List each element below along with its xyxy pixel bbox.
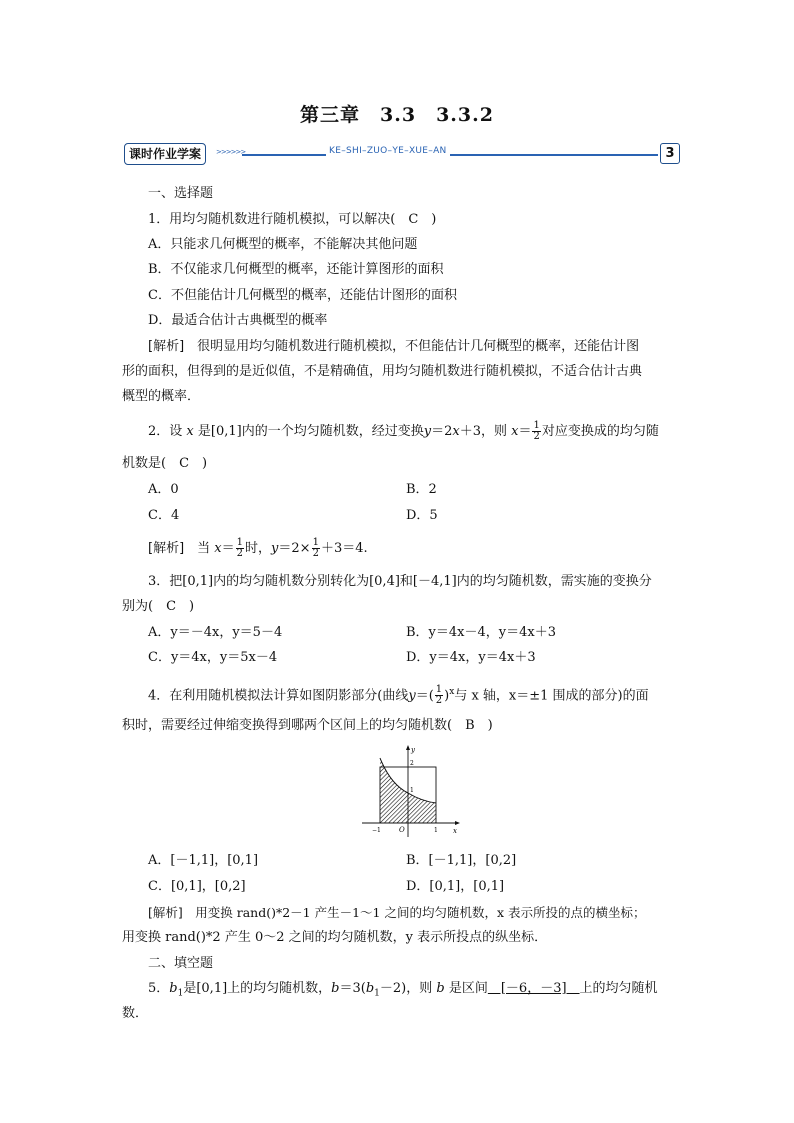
explanation-tag: [解析] (148, 905, 183, 920)
q1-exp-line2: 形的面积，但得到的是近似值，不是精确值，用均匀随机数进行随机模拟，不适合估计古典 (122, 364, 643, 379)
q5-var-b2: b (436, 981, 445, 996)
q5-p2: 是[0,1]上的均匀随机数， (183, 981, 332, 996)
frac-den: 2 (312, 548, 319, 559)
q2-p3: ＝2 (431, 424, 453, 439)
tick-1-x: 1 (434, 827, 438, 834)
q5-p6: 上的均匀随机 (579, 981, 658, 996)
q5-p5: 是区间 (444, 981, 488, 996)
q4-option-c: C．[0,1]，[0,2] (148, 879, 246, 894)
q2-explanation (148, 537, 368, 561)
q4-stem (148, 680, 649, 708)
banner-line (242, 154, 658, 156)
section-heading-choice: 一、选择题 (148, 186, 214, 201)
q2-fraction (532, 421, 540, 442)
q2-option-d: D．5 (406, 508, 438, 523)
q3-stem: 3．把[0,1]内的均匀随机数分别转化为[0,4]和[－4,1]内的均匀随机数，需实施的变换分 (148, 574, 652, 589)
q4-sup: x (449, 687, 455, 697)
origin-label: O (399, 826, 405, 834)
q1-option-a: A．只能求几何概型的概率，不能解决其他问题 (148, 237, 418, 252)
q4-option-d: D．[0,1]，[0,1] (406, 879, 505, 894)
q2-p4: ＋3，则 (459, 424, 512, 439)
section-banner (124, 143, 680, 165)
y-arrow (406, 745, 410, 750)
q2-p2: 是[0,1]内的一个均匀随机数，经过变换 (193, 424, 424, 439)
q3-option-d: D．y＝4x，y＝4x＋3 (406, 650, 536, 665)
q2-p1: 2．设 (148, 424, 187, 439)
q4-explanation (148, 904, 646, 922)
q4-p2: ＝( (415, 688, 434, 704)
q2-e4: ＝2× (278, 541, 311, 556)
q2-stem-line2: 机数是( C ) (122, 456, 208, 471)
q2-option-b: B．2 (406, 482, 437, 497)
q5-p4: －2)，则 (379, 981, 437, 996)
q1-explanation (148, 338, 639, 356)
q4-fraction (435, 685, 443, 706)
q5-p1: 5． (148, 981, 170, 996)
q2-e1: 当 (184, 541, 215, 556)
q2-p6: 对应变换成的均匀随 (541, 424, 659, 439)
frac-num: 1 (435, 684, 443, 696)
q4-shaded-region-graph (360, 745, 470, 837)
q2-option-a: A．0 (148, 482, 179, 497)
q4-stem-line2: 积时，需要经过伸缩变换得到哪两个区间上的均匀随机数( B ) (122, 718, 493, 733)
q3-stem-line2: 别为( C ) (122, 599, 195, 614)
q2-e2: ＝ (221, 541, 235, 556)
q4-var-y: y (408, 688, 416, 704)
q5-var-b: b (331, 981, 340, 996)
q4-option-a: A．[－1,1]，[0,1] (148, 853, 259, 868)
explanation-tag: [解析] (148, 541, 185, 556)
q1-exp-line3: 概型的概率． (122, 389, 201, 404)
q1-option-b: B．不仅能求几何概型的概率，还能计算图形的面积 (148, 262, 444, 277)
q2-stem (148, 420, 659, 444)
frac-num: 1 (236, 537, 244, 548)
q5-sub: 1 (177, 988, 184, 999)
tick-2: 2 (410, 760, 414, 767)
frac-den: 2 (533, 431, 540, 442)
q1-stem: 1．用均匀随机数进行随机模拟，可以解决( C ) (148, 212, 437, 227)
q3-option-c: C．y＝4x，y＝5x－4 (148, 650, 278, 665)
q1-exp-line1: 很明显用均匀随机数进行随机模拟，不但能估计几何概型的概率，还能估计图 (184, 339, 640, 354)
q4-p3: ) (444, 688, 450, 704)
banner-number: 3 (660, 143, 680, 164)
q4-p1: 4．在利用随机模拟法计算如图阴影部分(曲线 (148, 688, 409, 704)
q2-var-y: y (423, 424, 432, 439)
banner-label: 课时作业学案 (124, 143, 206, 165)
q3-option-b: B．y＝4x－4，y＝4x＋3 (406, 625, 556, 640)
q4-exp-line2: 用变换 rand()*2 产生 0～2 之间的均匀随机数，y 表示所投点的纵坐标． (122, 930, 548, 945)
q5-stem-line2: 数． (122, 1006, 149, 1021)
x-arrow (455, 821, 460, 825)
q5-stem (148, 980, 658, 1003)
q4-e1: 用变换 rand()*2－1 产生－1～1 之间的均匀随机数，x 表示所投的点的横坐标； (182, 905, 646, 920)
q2-e3: 时， (245, 541, 272, 556)
q2-var-x3: x (511, 424, 519, 439)
banner-pinyin: KE–SHI–ZUO–YE–XUE–AN (326, 146, 450, 156)
q2-option-c: C．4 (148, 508, 180, 523)
page-title: 第三章 3.3 3.3.2 (300, 104, 494, 126)
section-heading-fill: 二、填空题 (148, 956, 214, 971)
x-axis-label: x (453, 827, 457, 835)
q2-var-x2: x (452, 424, 460, 439)
q2-var-x: x (186, 424, 194, 439)
q2-e5: ＋3＝4. (320, 541, 368, 556)
q2-e-fraction2 (312, 538, 320, 559)
tick-1-y: 1 (410, 787, 414, 794)
q1-option-c: C．不但能估计几何概型的概率，还能估计图形的面积 (148, 288, 457, 303)
q2-e-y: y (271, 541, 279, 556)
q2-e-x: x (214, 541, 222, 556)
q2-e-fraction (236, 538, 244, 559)
q4-p4: 与 x 轴，x＝±1 围成的部分)的面 (454, 688, 649, 704)
q5-var-b1b: b (365, 981, 375, 996)
q5-sub2: 1 (374, 988, 380, 999)
q5-var-b1: b (169, 981, 178, 996)
frac-num: 1 (533, 420, 540, 431)
q5-answer: [－6，－3] (487, 981, 580, 996)
q2-p5: ＝ (518, 424, 532, 439)
tick-neg1: −1 (372, 827, 381, 834)
explanation-tag: [解析] (148, 339, 185, 354)
q3-option-a: A．y＝－4x，y＝5－4 (148, 625, 283, 640)
frac-den: 2 (236, 548, 244, 559)
q1-option-d: D．最适合估计古典概型的概率 (148, 313, 328, 328)
frac-den: 2 (435, 695, 443, 707)
q5-p3: ＝3( (339, 981, 366, 996)
frac-num: 1 (312, 537, 319, 548)
q4-option-b: B．[－1,1]，[0,2] (406, 853, 517, 868)
y-axis-label: y (411, 746, 415, 754)
banner-arrows: >>>>>> (216, 148, 246, 156)
